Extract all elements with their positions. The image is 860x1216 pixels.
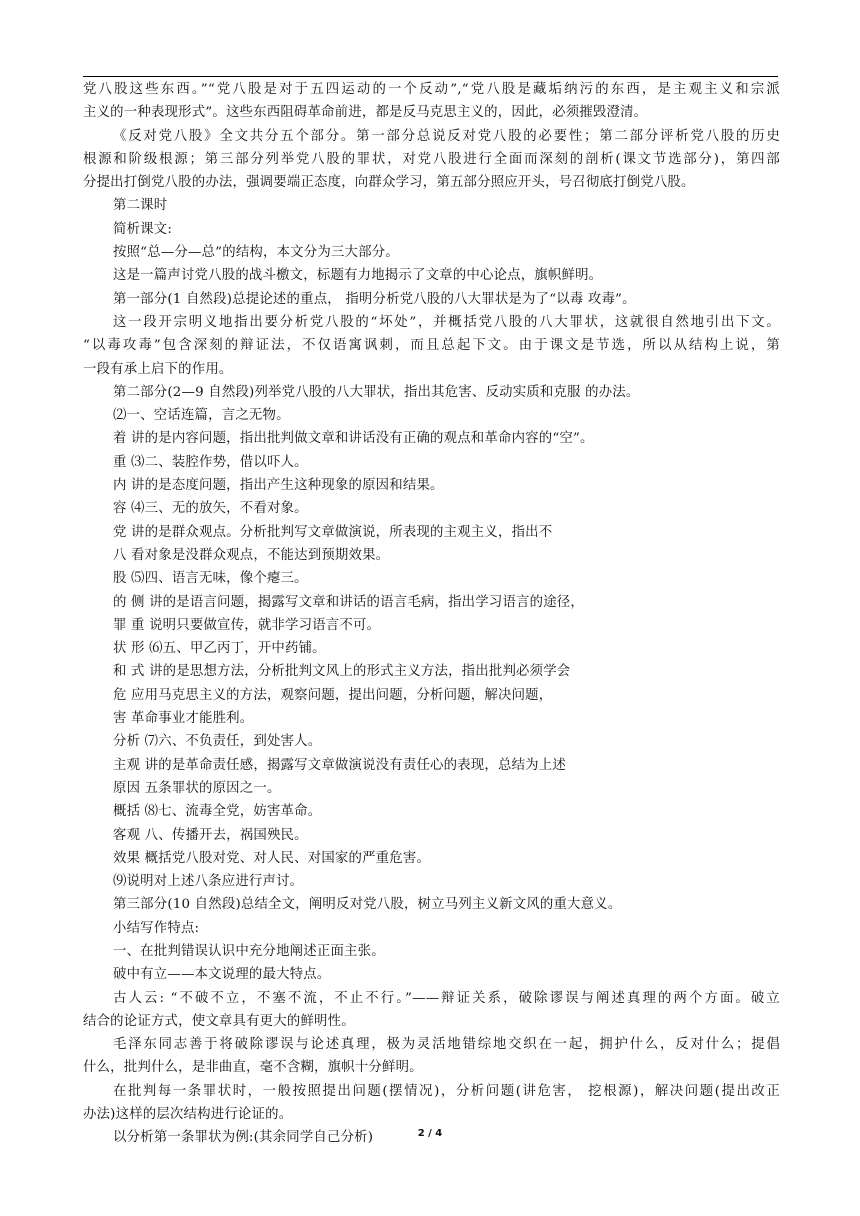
text-line: 这一段开宗明义地指出要分析党八股的“坏处”，并概括党八股的八大罪状，这就很自然地引出下文。 — [113, 314, 780, 330]
text-line: 客观 八、传播开去，祸国殃民。 — [113, 827, 308, 843]
text-line: ⑼说明对上述八条应进行声讨。 — [113, 874, 304, 890]
text-line: 党八股这些东西。”“党八股是对于五四运动的一个反动”,“党八股是藏垢纳污的东西，是主观主义和宗派 — [83, 82, 780, 97]
text-line: 第二部分(2—9 自然段)列举党八股的八大罪状，指出其危害、反动实质和克服 的办法。 — [113, 384, 640, 400]
text-line: 《反对党八股》全文共分五个部分。第一部分总说反对党八股的必要性；第二部分评析党八股的历史 — [113, 128, 780, 144]
text-line: 容 ⑷三、无的放矢，不看对象。 — [113, 501, 308, 517]
text-line: 分提出打倒党八股的办法，强调要端正态度，向群众学习，第五部分照应开头，号召彻底打倒党八股。 — [83, 175, 695, 191]
header-rule — [83, 76, 778, 77]
text-line: 股 ⑸四、语言无味，像个瘪三。 — [113, 571, 308, 587]
text-line: 状 形 ⑹五、甲乙丙丁，开中药铺。 — [113, 641, 326, 657]
text-line: 根源和阶级根源；第三部分列举党八股的罪状，对党八股进行全面而深刻的剖析(课文节选部分)，第四部 — [83, 151, 780, 167]
text-line: 重 ⑶二、装腔作势，借以吓人。 — [113, 454, 308, 470]
text-line: 八 看对象是没群众观点，不能达到预期效果。 — [113, 547, 390, 563]
text-line: 古人云: “不破不立，不塞不流，不止不行。”——辩证关系，破除谬误与阐述真理的两个方面。破立 — [113, 990, 780, 1006]
text-line: 第一部分(1 自然段)总提论述的重点， 指明分析党八股的八大罪状是为了“以毒 攻毒”。 — [113, 291, 636, 307]
text-line: 什么，批判什么，是非曲直，毫不含糊，旗帜十分鲜明。 — [83, 1060, 423, 1076]
text-line: 按照“总—分—总”的结构，本文分为三大部分。 — [113, 245, 399, 261]
text-line: 内 讲的是态度问题，指出产生这种现象的原因和结果。 — [113, 478, 444, 494]
text-line: 以分析第一条罪状为例:(其余同学自己分析) — [113, 1130, 374, 1146]
text-line: 的 侧 讲的是语言问题，揭露写文章和讲话的语言毛病，指出学习语言的途径， — [113, 594, 584, 610]
text-line: 小结写作特点: — [113, 920, 200, 936]
text-line: 第三部分(10 自然段)总结全文，阐明反对党八股，树立马列主义新文风的重大意义。 — [113, 897, 622, 913]
text-line: 主观 讲的是革命责任感，揭露写文章做演说没有责任心的表现，总结为上述 — [113, 757, 566, 773]
text-line: 效果 概括党八股对党、对人民、对国家的严重危害。 — [113, 850, 431, 866]
page-number: 2 / 4 — [417, 1128, 443, 1139]
text-line: 原因 五条罪状的原因之一。 — [113, 780, 281, 796]
text-line: 危 应用马克思主义的方法，观察问题，提出问题，分析问题，解决问题， — [113, 687, 553, 703]
text-line: 概括 ⑻七、流毒全党，妨害革命。 — [113, 804, 322, 820]
text-line: 分析 ⑺六、不负责任，到处害人。 — [113, 734, 322, 750]
text-line: 办法)这样的层次结构进行论证的。 — [83, 1107, 293, 1123]
text-line: 主义的一种表现形式”。这些东西阻碍革命前进，都是反马克思主义的，因此，必须摧毁澄清。 — [83, 105, 648, 121]
text-line: 简析课文: — [113, 221, 173, 237]
text-line: 着 讲的是内容问题，指出批判做文章和讲话没有正确的观点和革命内容的“空”。 — [113, 431, 594, 447]
text-line: 罪 重 说明只要做宣传，就非学习语言不可。 — [113, 617, 381, 633]
text-line: 结合的论证方式，使文章具有更大的鲜明性。 — [83, 1013, 355, 1029]
text-line: 一段有承上启下的作用。 — [83, 361, 233, 377]
text-line: 害 革命事业才能胜利。 — [113, 711, 254, 727]
text-line: 一、在批判错误认识中充分地阐述正面主张。 — [113, 943, 385, 959]
text-line: 和 式 讲的是思想方法，分析批判文风上的形式主义方法，指出批判必须学会 — [113, 664, 571, 680]
text-line: “以毒攻毒”包含深刻的辩证法，不仅语寓讽刺，而且总起下文。由于课文是节选，所以从结构上说，第 — [83, 338, 780, 354]
document-body — [83, 78, 780, 1150]
text-line: 第二课时 — [113, 198, 168, 214]
text-line: 毛泽东同志善于将破除谬误与论述真理，极为灵活地错综地交织在一起，拥护什么，反对什么；提倡 — [113, 1037, 780, 1053]
text-line: 破中有立——本文说理的最大特点。 — [113, 967, 331, 983]
text-line: 党 讲的是群众观点。分析批判写文章做演说，所表现的主观主义，指出不 — [113, 524, 553, 540]
text-line: 在批判每一条罪状时，一般按照提出问题(摆情况)，分析问题(讲危害， 挖根源)，解决问题(提出改正 — [113, 1083, 780, 1099]
text-line: 这是一篇声讨党八股的战斗檄文，标题有力地揭示了文章的中心论点，旗帜鲜明。 — [113, 268, 603, 284]
text-line: ⑵一、空话连篇，言之无物。 — [113, 408, 290, 424]
